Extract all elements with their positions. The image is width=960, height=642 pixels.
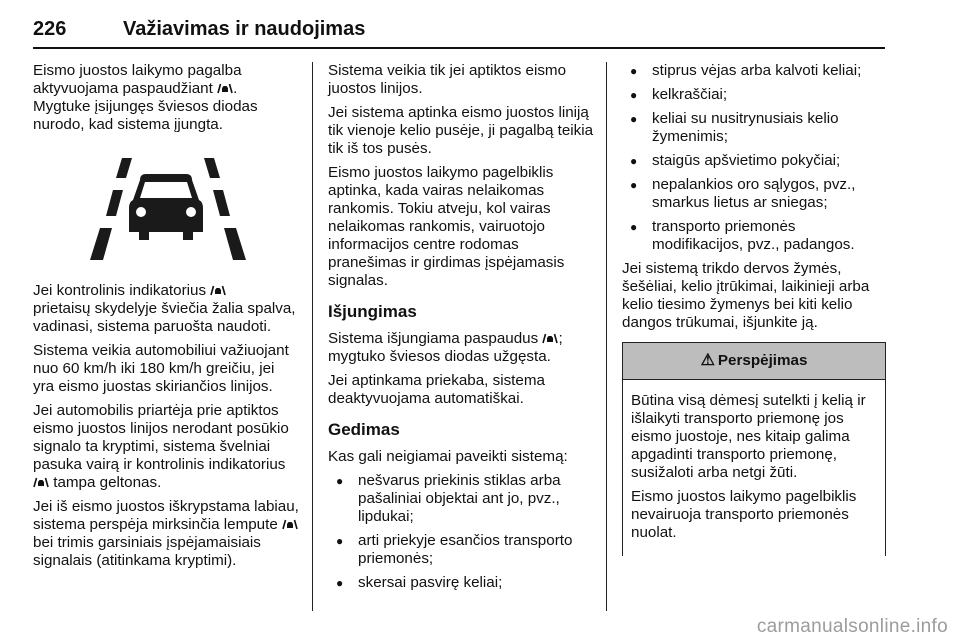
- bullet-list: [622, 62, 888, 254]
- list-item: ● nepalankios oro sąlygos, pvz., smarkus lietus ar sniegas;: [622, 176, 888, 212]
- warning-header: [623, 343, 885, 380]
- paragraph: Jei aptinkama priekaba, sistema deaktyvuojama automatiškai.: [328, 372, 545, 407]
- paragraph: Eismo juostos laikymo pagalba aktyvuojama paspaudžiant . Mygtuke įsijungęs šviesos diodas nurodo, kad sistema įjungta.: [33, 62, 258, 133]
- header-rule: [33, 47, 885, 49]
- paragraph: Eismo juostos laikymo pagelbiklis aptinka, kada vairas nelaikomas rankomis. Tokiu atveju, kol vairas nelaikomas rankomis, vairuotojo informacijos centre rodomas pranešimas ir girdimas įspėjamasis signalas.: [328, 164, 565, 289]
- paragraph: Jei iš eismo juostos iškrypstama labiau, sistema perspėja mirksinčia lempute bei trimis garsiniais įspėjamaisiais signalais (atitinkama kryptimi).: [33, 498, 299, 569]
- paragraph: Kas gali neigiamai paveikti sistemą:: [328, 448, 568, 465]
- warning-title: Perspėjimas: [717, 352, 808, 369]
- list-item: ● keliai su nusitrynusiais kelio žymenimis;: [622, 110, 888, 146]
- list-item: ● transporto priemonės modifikacijos, pvz., padangos.: [622, 218, 888, 254]
- paragraph: Sistema veikia tik jei aptiktos eismo juostos linijos.: [328, 62, 567, 97]
- section-heading-fault: Gedimas: [328, 420, 400, 439]
- column-right: [622, 62, 888, 556]
- page-title: Važiavimas ir naudojimas: [123, 18, 366, 40]
- column-divider-2: [606, 62, 607, 611]
- lane-keep-assist-icon: [282, 518, 298, 530]
- bullet-list: [328, 472, 596, 592]
- column-divider-1: [312, 62, 313, 611]
- lane-keep-assist-icon: [217, 82, 233, 94]
- paragraph: Eismo juostos laikymo pagelbiklis nevairuoja transporto priemonės nuolat.: [631, 488, 857, 541]
- watermark: carmanualsonline.info: [756, 616, 948, 637]
- list-item: ● kelkraščiai;: [622, 86, 888, 104]
- list-item: ● arti priekyje esančios transporto priemonės;: [328, 532, 596, 568]
- column-left: [33, 62, 299, 576]
- warning-box: [622, 342, 886, 556]
- lane-keep-assist-icon: [33, 476, 49, 488]
- paragraph: Jei automobilis priartėja prie aptiktos eismo juostos linijos nerodant posūkio signalo ta kryptimi, sistema švelniai pasuka vairą ir kontrolinis indikatorius tampa geltonas.: [33, 402, 289, 491]
- paragraph: Jei sistema aptinka eismo juostos liniją tik vienoje kelio pusėje, ji pagalbą teikia tik iš tos pusės.: [328, 104, 594, 157]
- paragraph: Sistema veikia automobiliui važiuojant nuo 60 km/h iki 180 km/h greičiu, jei yra eismo juostas skiriančios linijos.: [33, 342, 289, 395]
- list-item: ● nešvarus priekinis stiklas arba pašaliniai objektai ant jo, pvz., lipdukai;: [328, 472, 596, 526]
- lane-keep-assist-icon: [210, 284, 226, 296]
- lane-keep-indicator-illustration: [33, 146, 299, 264]
- list-item: ● staigūs apšvietimo pokyčiai;: [622, 152, 888, 170]
- warning-body: [623, 380, 885, 556]
- page-number: 226: [33, 18, 67, 40]
- list-item: ● stiprus vėjas arba kalvoti keliai;: [622, 62, 888, 80]
- column-middle: [328, 62, 596, 598]
- paragraph: Jei kontrolinis indikatorius prietaisų skydelyje šviečia žalia spalva, vadinasi, sistema paruošta naudoti.: [33, 282, 296, 335]
- paragraph: Būtina visą dėmesį sutelkti į kelią ir išlaikyti transporto priemonę jos eismo juostoje, nes kitaip galima apgadinti transporto priemonę, susižaloti arba netgi žūti.: [631, 392, 866, 481]
- lane-keep-assist-icon: [542, 332, 558, 344]
- list-item: ● skersai pasvirę keliai;: [328, 574, 596, 592]
- section-heading-off: Išjungimas: [328, 302, 417, 321]
- warning-triangle-icon: ⚠: [700, 352, 715, 369]
- paragraph: Jei sistemą trikdo dervos žymės, šešėliai, kelio įtrūkimai, laikinieji arba kelio tiesimo žymenys bei kiti kelio dangos trūkumai, išjunkite ją.: [622, 260, 870, 331]
- page-header: [33, 18, 885, 50]
- paragraph: Sistema išjungiama paspaudus ; mygtuko šviesos diodas užgęsta.: [328, 330, 563, 365]
